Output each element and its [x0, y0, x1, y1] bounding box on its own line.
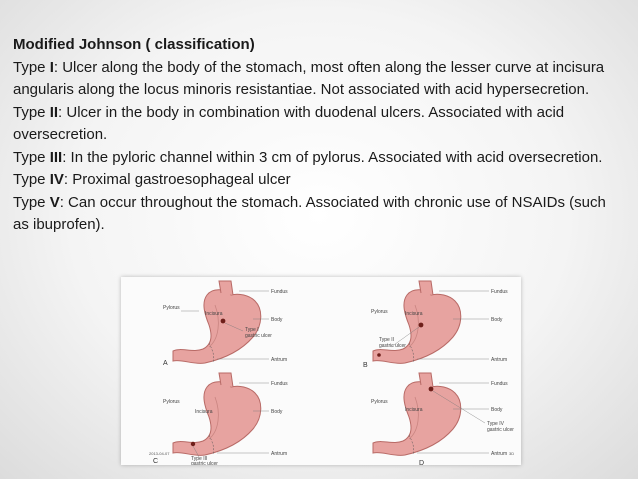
type-description: : Ulcer along the body of the stomach, most often along the lesser curve at incisura angularis along the locus minoris resistantiae. Not associated with acid hypersecretion. [13, 58, 605, 98]
label-fundus: Fundus [271, 381, 288, 387]
type-5-entry [13, 192, 613, 237]
ulcer-marker [419, 323, 424, 328]
type-prefix: Type [13, 148, 50, 166]
type-numeral: V [49, 193, 60, 211]
label-body: Body [491, 317, 503, 323]
classification-text [13, 34, 613, 237]
label-incisura: Incisura [205, 311, 223, 317]
label-incisura: Incisura [405, 311, 423, 317]
type-prefix: Type [13, 103, 50, 121]
type-description: : In the pyloric channel within 3 cm of pylorus. Associated with acid oversecretion. [62, 148, 603, 166]
corner-code: 3D [509, 451, 515, 456]
slide-heading: Modified Johnson ( classification) [13, 36, 255, 53]
type-1-entry [13, 57, 613, 102]
type-numeral: I [49, 58, 54, 76]
label-fundus: Fundus [271, 289, 288, 295]
label-body: Body [271, 409, 283, 415]
label-incisura: Incisura [405, 407, 423, 413]
label-fundus: Fundus [491, 381, 508, 387]
type-4-entry [13, 169, 613, 192]
label-antrum: Antrum [491, 451, 508, 457]
panel-a [163, 281, 288, 367]
panel-letter: D [419, 460, 425, 465]
label-antrum: Antrum [271, 357, 288, 363]
label-pylorus: Pylorus [163, 305, 180, 311]
panel-letter: C [153, 458, 159, 465]
label-pylorus: Pylorus [371, 309, 388, 315]
panel-d [371, 373, 514, 465]
stomach-diagrams [121, 277, 521, 465]
ulcer-label-1: Type I [245, 327, 259, 333]
ulcer-label-1: Type II [379, 337, 395, 343]
label-body: Body [491, 407, 503, 413]
date-stamp: 2013-04-07 [149, 451, 170, 456]
ulcer-label-2: gastric ulcer [191, 461, 218, 465]
panel-letter: B [363, 362, 368, 369]
label-pylorus: Pylorus [371, 399, 388, 405]
type-description: : Ulcer in the body in combination with duodenal ulcers. Associated with acid oversecretion. [13, 103, 565, 143]
ulcer-label-1: Type III [191, 456, 208, 462]
type-prefix: Type [13, 193, 50, 211]
panel-letter: A [163, 360, 168, 367]
ulcer-label-2: gastric ulcer [487, 427, 514, 433]
ulcer-label-2: gastric ulcer [245, 333, 272, 339]
label-body: Body [271, 317, 283, 323]
ulcer-marker [221, 319, 226, 324]
ulcer-marker [429, 387, 434, 392]
label-fundus: Fundus [491, 289, 508, 295]
panel-b [363, 281, 508, 369]
ulcer-types-figure [121, 277, 521, 465]
ulcer-label-1: Type IV [487, 421, 504, 427]
ulcer-marker [377, 353, 381, 357]
type-description: : Proximal gastroesophageal ulcer [63, 171, 291, 188]
type-3-entry [13, 147, 613, 170]
type-numeral: II [49, 103, 59, 121]
panel-c [149, 373, 288, 465]
ulcer-label-2: gastric ulcer [379, 343, 406, 349]
type-2-entry [13, 102, 613, 147]
type-numeral: IV [49, 171, 64, 188]
label-incisura: Incisura [195, 409, 213, 415]
label-antrum: Antrum [271, 451, 288, 457]
label-pylorus: Pylorus [163, 399, 180, 405]
type-description: : Can occur throughout the stomach. Associated with chronic use of NSAIDs (such as ibuprofen). [13, 193, 606, 233]
type-numeral: III [49, 148, 63, 166]
type-prefix: Type [13, 58, 50, 76]
type-prefix: Type [13, 171, 50, 188]
ulcer-marker [191, 442, 195, 446]
label-antrum: Antrum [491, 357, 508, 363]
